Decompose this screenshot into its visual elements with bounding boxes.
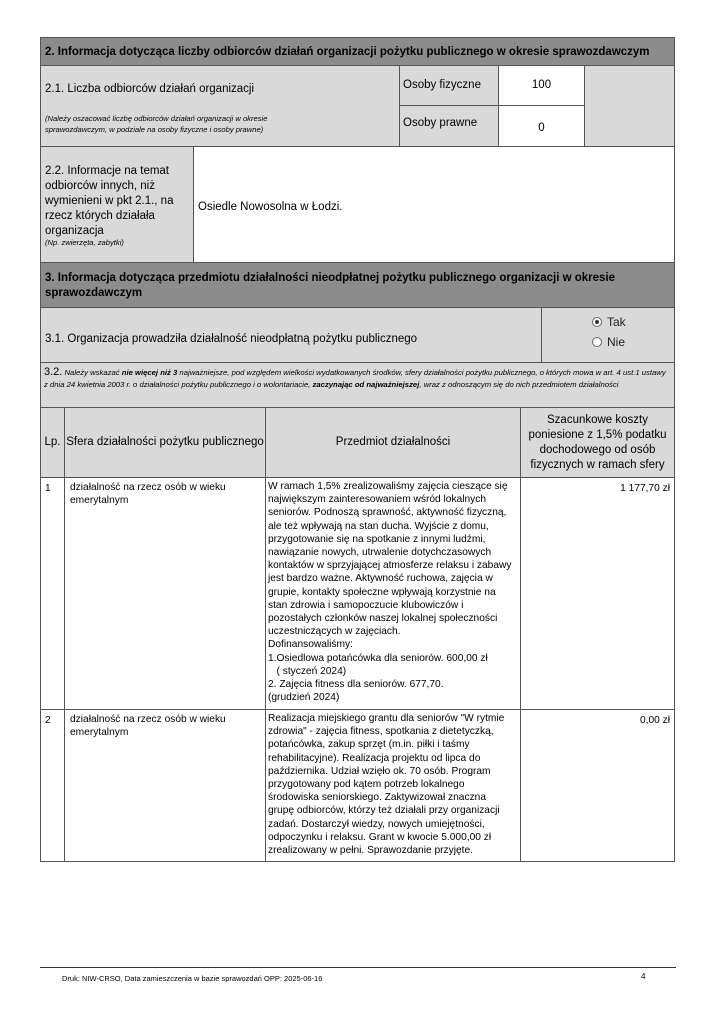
s31-label-cell [40,307,542,363]
s21-filler [584,65,675,147]
prawne-value: 0 [498,105,585,147]
col-header-koszty: Szacunkowe koszty poniesione z 1,5% podatku dochodowego od osób fizycznych w ramach sfery [520,407,675,478]
fizyczne-label: Osoby fizyczne [399,65,499,106]
footer-text: Druk: NIW-CRSO, Data zamieszczenia w bazie sprawozdań OPP: 2025-06-16 [62,974,323,983]
radio-no-icon[interactable] [592,337,602,347]
s22-label-cell [40,146,194,263]
section-2-header [40,37,675,66]
s32-note-cell [40,362,675,408]
col-header-sfera: Sfera działalności pożytku publicznego [64,407,266,478]
radio-yes-icon[interactable] [592,317,602,327]
option-no[interactable] [592,335,625,349]
s22-label: 2.2. Informacje na temat odbiorców innych, niż wymienieni w pkt 2.1., na rzecz których działała organizacja [45,165,174,237]
table-row-1-lp: 1 [40,477,65,710]
footer-divider [40,967,676,968]
s32-num: 3.2. [44,366,63,378]
s21-label-cell [40,65,400,147]
s32-note: 3.2. Należy wskazać nie więcej niż 3 najważniejsze, pod względem wielkości wydatkowanych środków, sfery działalności pożytku publicznego, o których mowa w art. 4 ust.1 ustawy z dnia 24 kwietnia 2003 r. o działalności pożytku publicznego i o wolontariacie, zaczynając od najważniejszej, wraz z odnoszącym się do nich przedmiotem działalności [44,366,666,389]
s22-value: Osiedle Nowosolna w Łodzi. [198,201,343,213]
fizyczne-value: 100 [498,65,585,106]
table-row-2-lp: 2 [40,709,65,862]
prawne-label: Osoby prawne [399,105,499,147]
table-row-1-sfera: działalność na rzecz osób w wieku emerytalnym [64,477,266,710]
section-3-header [40,262,675,308]
table-row-2-sfera: działalność na rzecz osób w wieku emerytalnym [64,709,266,862]
s22-value-cell [193,146,675,263]
s31-label: 3.1. Organizacja prowadziła działalność nieodpłatną pożytku publicznego [45,333,418,345]
table-row-1-przedmiot: W ramach 1,5% zrealizowaliśmy zajęcia cieszące się największym zainteresowaniem wśród lokalnych seniorów. Podnoszą sprawność, aktywność fizyczną, ale też wpływają na stan ducha. Wyjście z domu, przygotowanie się na spotkanie z innymi ludźmi, nawiązanie nowych, utrwalenie dotychczasowych kontaktów w sprzyjającej atmosferze relaksu i zabawy jest bardzo ważne. Aktywność ruchowa, zajęcia w grupie, kontakty społeczne wpływają korzystnie na stan zdrowia i samopoczucie klubowiczów i pozostałych członków naszej lokalnej społeczności uczestniczących w zajęciach. Dofinansowaliśmy: 1.Osiedlowa potańcówka dla seniorów. 600,00 zł ( styczeń 2024) 2. Zajęcia fitness dla seniorów. 677,70. (grudzień 2024) [265,477,521,710]
table-row-2-koszty: 0,00 zł [520,709,675,862]
s22-note: (Np. zwierzęta, zabytki) [45,238,124,247]
table-row-2-przedmiot: Realizacja miejskiego grantu dla seniorów "W rytmie zdrowia" - zajęcia fitness, spotkania z dietetyczką, potańcówka, zakup sprzęt (m.in. piłki i taśmy rehabilitacyjne). Realizacja projektu od lipca do października. Udział wzięło ok. 70 osób. Program przygotowany pod kątem potrzeb lokalnego środowiska seniorskiego. Zaktywizował znaczna grupę odbiorców, którzy też działali przy organizacji zadań. Dostarczył wiedzy, nowych umiejętności, odpoczynku i relaksu. Grant w kwocie 5.000,00 zł zrealizowany w pełni. Sprawozdanie przyjęte. [265,709,521,862]
col-header-przedmiot: Przedmiot działalności [265,407,521,478]
option-no-label: Nie [607,335,626,349]
section-3-title: 3. Informacja dotycząca przedmiotu działalności nieodpłatnej pożytku publicznego organizacji w okresie sprawozdawczym [45,272,616,299]
s21-label: 2.1. Liczba odbiorców działań organizacji [45,83,255,95]
table-row-1-koszty: 1 177,70 zł [520,477,675,710]
option-yes[interactable] [592,315,626,329]
s21-note: (Należy oszacować liczbę odbiorców działań organizacji w okresie sprawozdawczym, w podziale na osoby fizyczne i osoby prawne) [45,114,268,134]
col-header-lp: Lp. [40,407,65,478]
option-yes-label: Tak [607,315,626,329]
s31-options-cell [541,307,675,363]
section-2-title: 2. Informacja dotycząca liczby odbiorców działań organizacji pożytku publicznego w okresie sprawozdawczym [45,46,650,58]
page-number: 4 [641,972,646,981]
